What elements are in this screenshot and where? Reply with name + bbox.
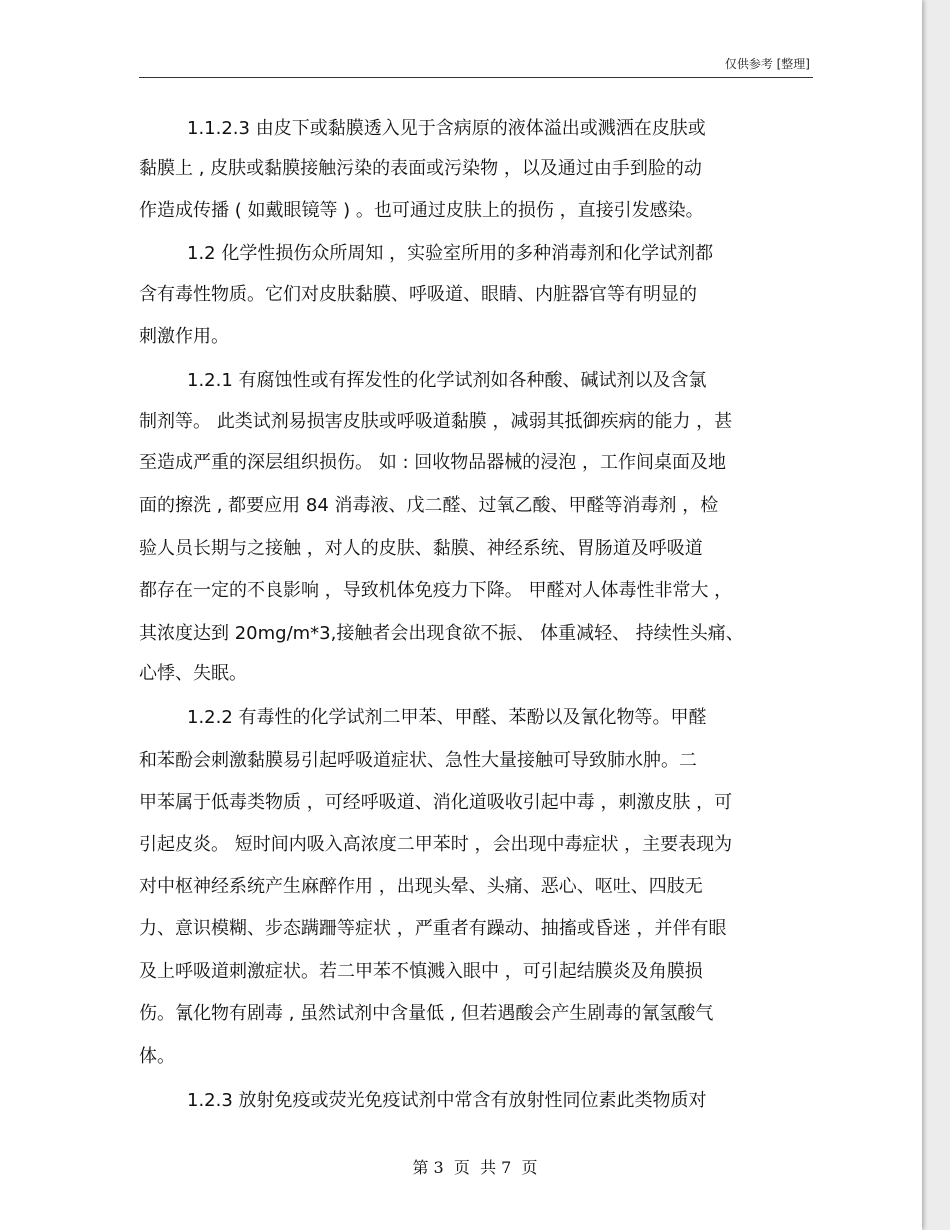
paragraph-line: 力、意识模糊、步态蹒跚等症状 ，严重者有躁动、抽搐或昏迷 ，并伴有眼 <box>139 918 727 939</box>
paragraph-line: 1.2 化学性损伤众所周知 ，实验室所用的多种消毒剂和化学试剂都 <box>187 243 714 264</box>
paragraph-line: 作造成传播 ( 如戴眼镜等 ) 。也可通过皮肤上的损伤 ，直接引发感染。 <box>139 200 704 221</box>
paragraph-line: 含有毒性物质。它们对皮肤黏膜、呼吸道、眼睛、内脏器官等有明显的 <box>139 284 697 305</box>
paragraph-line: 1.2.1 有腐蚀性或有挥发性的化学试剂如各种酸、碱试剂以及含氯 <box>187 370 707 391</box>
paragraph-line: 都存在一定的不良影响 ，导致机体免疫力下降。 甲醛对人体毒性非常大 ， <box>139 580 733 601</box>
paragraph-line: 1.2.2 有毒性的化学试剂二甲苯、甲醛、苯酚以及氰化物等。甲醛 <box>187 707 707 728</box>
paragraph-line: 制剂等。 此类试剂易损害皮肤或呼吸道黏膜 ，减弱其抵御疾病的能力 ，甚 <box>139 411 733 432</box>
paragraph-line: 其浓度达到 20mg/m*3,接触者会出现食欲不振、 体重减轻、 持续性头痛、 <box>139 623 744 644</box>
paragraph-line: 面的擦洗 , 都要应用 84 消毒液、戊二醛、过氧乙酸、甲醛等消毒剂 ，检 <box>139 495 719 516</box>
paragraph-line: 心悸、失眠。 <box>139 663 247 684</box>
page-footer: 第 3 页 共 7 页 <box>412 1158 538 1177</box>
paragraph-line: 体。 <box>139 1046 175 1067</box>
paragraph-line: 1.1.2.3 由皮下或黏膜透入见于含病原的液体溢出或溅洒在皮肤或 <box>187 118 706 139</box>
header-divider <box>139 77 813 78</box>
paragraph-line: 刺激作用。 <box>139 326 229 347</box>
paragraph-line: 和苯酚会刺激黏膜易引起呼吸道症状、急性大量接触可导致肺水肿。二 <box>139 750 697 771</box>
paragraph-line: 伤。氰化物有剧毒 , 虽然试剂中含量低 , 但若遇酸会产生剧毒的氰氢酸气 <box>139 1003 714 1024</box>
paragraph-line: 对中枢神经系统产生麻醉作用 ，出现头晕、头痛、恶心、呕吐、四肢无 <box>139 876 703 897</box>
header-note: 仅供参考 [整理] <box>724 57 810 71</box>
paragraph-line: 1.2.3 放射免疫或荧光免疫试剂中常含有放射性同位素此类物质对 <box>187 1090 707 1111</box>
paragraph-line: 验人员长期与之接触 ，对人的皮肤、黏膜、神经系统、胃肠道及呼吸道 <box>139 538 703 559</box>
paragraph-line: 至造成严重的深层组织损伤。 如 : 回收物品器械的浸泡 ，工作间桌面及地 <box>139 452 726 473</box>
paragraph-line: 及上呼吸道刺激症状。若二甲苯不慎溅入眼中 ，可引起结膜炎及角膜损 <box>139 961 703 982</box>
paragraph-line: 黏膜上 , 皮肤或黏膜接触污染的表面或污染物 ，以及通过由手到脸的动 <box>139 158 702 179</box>
paragraph-line: 引起皮炎。 短时间内吸入高浓度二甲苯时 ，会出现中毒症状 ，主要表现为 <box>139 834 733 855</box>
paragraph-line: 甲苯属于低毒类物质 ，可经呼吸道、消化道吸收引起中毒 ，刺激皮肤 ，可 <box>139 792 733 813</box>
